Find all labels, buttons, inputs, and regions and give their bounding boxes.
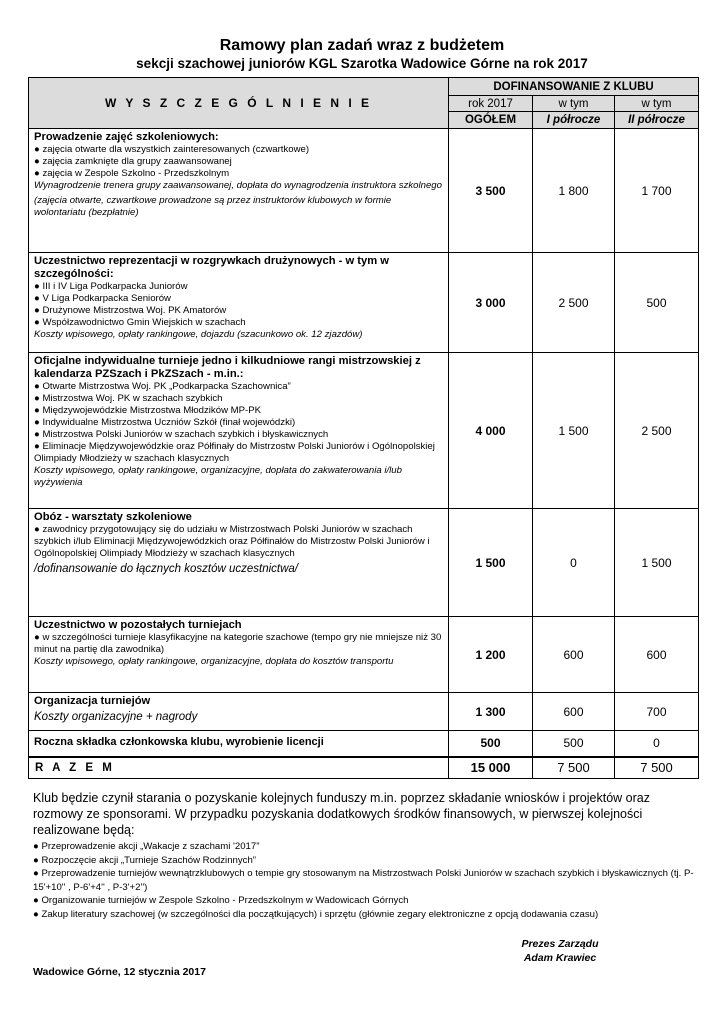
row-bullet: ● Mistrzostwa Woj. PK w szachach szybkich	[34, 393, 223, 404]
row-total: 3 500	[449, 129, 533, 253]
row-total: 1 500	[449, 509, 533, 617]
table-row	[29, 509, 699, 617]
row-description	[29, 509, 449, 617]
document-title: Ramowy plan zadań wraz z budżetem	[219, 37, 505, 54]
row-title: Uczestnictwo w pozostałych turniejach	[34, 619, 242, 631]
row-bullet: ● V Liga Podkarpacka Seniorów	[34, 293, 171, 304]
list-item: ● Zakup literatury szachowej (w szczególności dla początkujących) i sprzętu (głównie zegary elektroniczne z opcją dodawania czasu)	[33, 908, 599, 920]
row-bullet: ● Indywidualne Mistrzostwa Uczniów Szkół (finał wojewódzki)	[34, 417, 296, 428]
document-date: Wadowice Górne, 12 stycznia 2017	[33, 966, 206, 978]
document-subtitle: sekcji szachowej juniorów KGL Szarotka Wadowice Górne na rok 2017	[136, 56, 588, 71]
row-title: Organizacja turniejów	[34, 695, 151, 707]
row-bullet: ● zajęcia w Zespole Szkolno - Przedszkolnym	[34, 168, 230, 179]
signature	[480, 937, 640, 965]
signature-name: Adam Krawiec	[523, 952, 597, 964]
row-note: (zajęcia otwarte, czwartkowe prowadzone są przez instruktorów klubowych w formie wolontariatu (bezpłatnie)	[34, 195, 392, 218]
row-total: 1 300	[449, 693, 533, 731]
row-bullet: ● Współzawodnictwo Gmin Wiejskich w szachach	[34, 317, 246, 328]
row-h1: 1 500	[533, 353, 615, 509]
list-item: ● Organizowanie turniejów w Zespole Szkolno - Przedszkolnym w Wadowicach Górnych	[33, 895, 409, 906]
table-row	[29, 253, 699, 353]
header-col2-top: w tym	[533, 96, 615, 112]
sum-total: 15 000	[449, 757, 533, 779]
row-description	[29, 731, 449, 757]
row-h1: 1 800	[533, 129, 615, 253]
table-row	[29, 617, 699, 693]
header-col1-top: rok 2017	[449, 96, 533, 112]
row-title: Roczna składka członkowska klubu, wyrobienie licencji	[34, 735, 324, 748]
list-item: ● Przeprowadzenie turniejów wewnątrzklubowych o tempie gry stosowanym na Mistrzostwach Polski Juniorów w szachach szybkich i błyskawicznych (tj. P-15'+10'' , P-6'+4'' , P-3'+2'')	[33, 868, 694, 893]
row-title: Oficjalne indywidualne turnieje jedno i kilkudniowe rangi mistrzowskiej z kalendarza PZSzach i PkZSzach - m.in.:	[34, 355, 421, 380]
row-h2: 0	[615, 731, 699, 757]
row-total: 1 200	[449, 617, 533, 693]
row-bullet: ● Drużynowe Mistrzostwa Woj. PK Amatorów	[34, 305, 227, 316]
row-h1: 600	[533, 693, 615, 731]
sum-h1: 7 500	[533, 757, 615, 779]
row-bullet: ● zawodnicy przygotowujący się do udziału w Mistrzostwach Polski Juniorów w szachach szybkich i/lub Eliminacji Międzywojewódzkich oraz Półfinałów do Mistrzostw Polski Juniorów i Ogólnopolskiej Olimpiady Młodzieży w szachach klasycznych	[34, 524, 430, 559]
header-col3-bottom: II półrocze	[615, 112, 699, 129]
budget-table	[28, 77, 699, 779]
header-funding: DOFINANSOWANIE Z KLUBU	[449, 78, 699, 96]
row-h1: 2 500	[533, 253, 615, 353]
signature-role: Prezes Zarządu	[521, 938, 599, 950]
row-bullet: ● Eliminacje Międzywojewódzkie oraz Półfinały do Mistrzostw Polski Juniorów i Ogólnopolskiej Olimpiady Młodzieży w szachach klasycznych	[34, 441, 435, 464]
row-note: /dofinansowanie do łącznych kosztów uczestnictwa/	[34, 563, 299, 575]
row-h2: 500	[615, 253, 699, 353]
header-col3-top: w tym	[615, 96, 699, 112]
row-h2: 1 700	[615, 129, 699, 253]
row-title: Obóz - warsztaty szkoleniowe	[34, 511, 192, 523]
row-total: 500	[449, 731, 533, 757]
row-h2: 1 500	[615, 509, 699, 617]
table-row	[29, 353, 699, 509]
funding-paragraph: Klub będzie czynił starania o pozyskanie kolejnych funduszy m.in. poprzez składanie wniosków i projektów oraz rozmowy ze sponsorami. W przypadku pozyskania dodatkowych środków finansowych, w pierwszej kolejności realizowane będą:	[33, 791, 650, 837]
header-main: W Y S Z C Z E G Ó L N I E N I E	[29, 78, 449, 129]
sum-h2: 7 500	[615, 757, 699, 779]
row-h2: 2 500	[615, 353, 699, 509]
row-h1: 500	[533, 731, 615, 757]
row-h1: 0	[533, 509, 615, 617]
row-description	[29, 617, 449, 693]
row-total: 3 000	[449, 253, 533, 353]
header-col1-bottom: OGÓŁEM	[449, 112, 533, 129]
table-row	[29, 731, 699, 757]
row-bullet: ● w szczególności turnieje klasyfikacyjne na kategorie szachowe (tempo gry nie mniejsze niż 30 minut na partię dla zawodnika)	[34, 632, 442, 655]
row-description	[29, 253, 449, 353]
list-item: ● Przeprowadzenie akcji „Wakacje z szachami '2017”	[33, 841, 260, 852]
row-bullet: ● III i IV Liga Podkarpacka Juniorów	[34, 281, 188, 292]
row-description	[29, 353, 449, 509]
row-note: Koszty wpisowego, opłaty rankingowe, dojazdu (szacunkowo ok. 12 zjazdów)	[34, 329, 363, 340]
row-note: Koszty wpisowego, opłaty rankingowe, organizacyjne, dopłata do kosztów transportu	[34, 656, 394, 667]
row-note: Koszty wpisowego, opłaty rankingowe, organizacyjne, dopłata do zakwaterowania i/lub wyżywienia	[34, 465, 402, 488]
row-h2: 700	[615, 693, 699, 731]
table-row	[29, 129, 699, 253]
row-bullet: ● zajęcia zamknięte dla grupy zaawansowanej	[34, 156, 232, 167]
row-h2: 600	[615, 617, 699, 693]
row-description	[29, 129, 449, 253]
row-bullet: ● Międzywojewódzkie Mistrzostwa Młodzików MP-PK	[34, 405, 262, 416]
header-col2-bottom: I półrocze	[533, 112, 615, 129]
sum-label: R A Z E M	[29, 757, 449, 779]
table-row	[29, 693, 699, 731]
row-bullet: ● Otwarte Mistrzostwa Woj. PK „Podkarpacka Szachownica”	[34, 381, 291, 392]
row-h1: 600	[533, 617, 615, 693]
list-item: ● Rozpoczęcie akcji „Turnieje Szachów Rodzinnych”	[33, 854, 256, 866]
row-title: Prowadzenie zajęć szkoleniowych:	[34, 131, 219, 143]
row-bullet: ● Mistrzostwa Polski Juniorów w szachach szybkich i błyskawicznych	[34, 429, 329, 440]
row-bullet: ● zajęcia otwarte dla wszystkich zainteresowanych (czwartkowe)	[34, 144, 310, 155]
row-description	[29, 693, 449, 731]
priority-list	[33, 840, 698, 921]
row-note: Koszty organizacyjne + nagrody	[34, 711, 198, 723]
row-title: Uczestnictwo reprezentacji w rozgrywkach drużynowych - w tym w szczególności:	[34, 255, 389, 280]
row-note: Wynagrodzenie trenera grupy zaawansowanej, dopłata do wynagrodzenia instruktora szkolnego	[34, 180, 442, 191]
row-total: 4 000	[449, 353, 533, 509]
